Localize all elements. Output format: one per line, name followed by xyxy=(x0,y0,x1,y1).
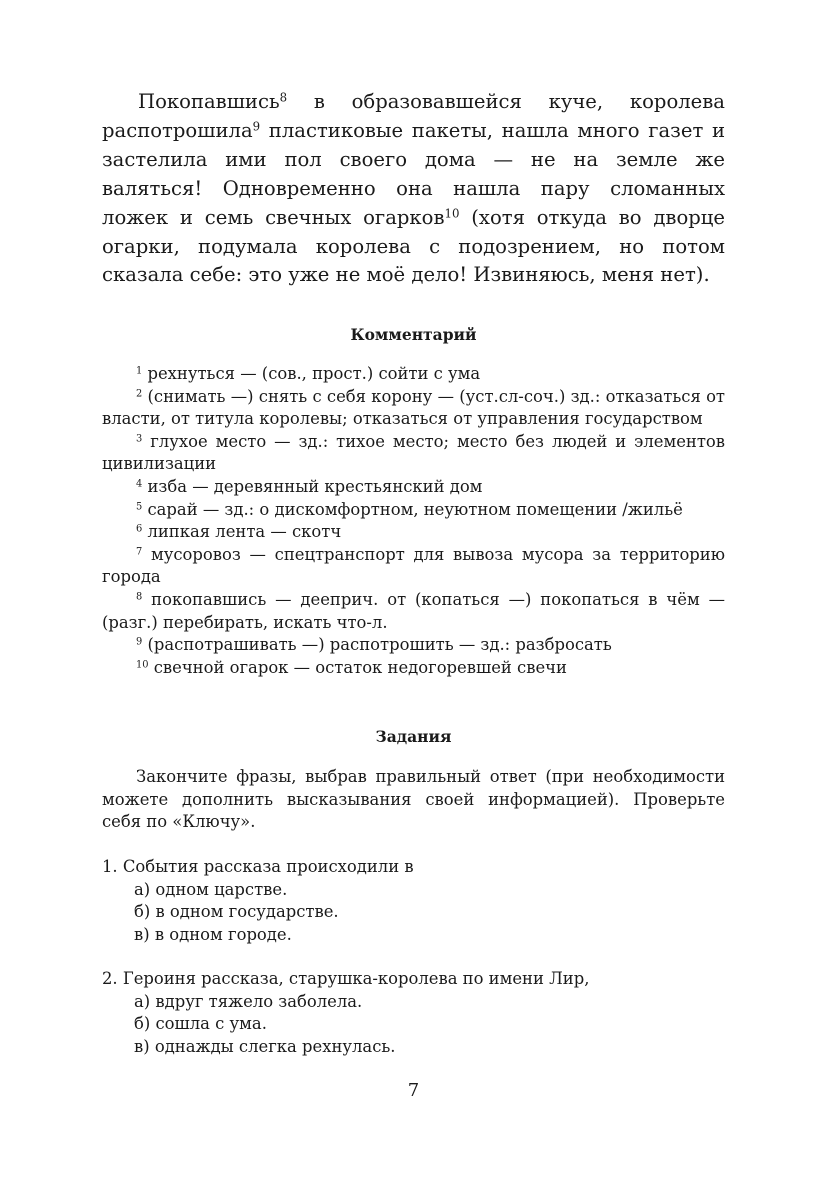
answer-option-c: в) в одном городе. xyxy=(134,924,292,944)
note-text: (снимать —) снять с себя корону — (уст.сл-соч.) зд.: отказаться от власти, от титула королевы; отказаться от управления государством xyxy=(102,386,725,429)
page-number: 7 xyxy=(407,1080,420,1101)
note-number: 4 xyxy=(136,478,143,490)
note-number: 1 xyxy=(136,365,143,377)
tasks-intro xyxy=(102,766,725,834)
answer-option-c: в) однажды слегка рехнулась. xyxy=(134,1036,396,1056)
commentary-heading: Комментарий xyxy=(350,325,477,344)
note-item xyxy=(102,386,725,431)
story-text-3: пластиковые пакеты, нашла много газет и застелила ими пол своего дома — не на земле же валяться! Одновременно она нашла пару сломанных ложек и семь свечных огарков xyxy=(102,118,725,229)
note-number: 10 xyxy=(136,659,149,671)
note-item xyxy=(102,589,725,634)
story-text-4: (хотя откуда во дворце огарки, подумала королева с подозрением, но потом сказала себе: это уже не моё дело! Извиняюсь, меня нет). xyxy=(102,205,725,287)
note-item xyxy=(102,499,725,522)
note-number: 2 xyxy=(136,388,143,400)
note-text: мусоровоз — спецтранспорт для вывоза мусора за территорию города xyxy=(102,544,725,587)
story-text-2: в образовавшейся куче, королева распотрошила xyxy=(102,90,725,142)
note-item xyxy=(102,363,725,386)
note-number: 5 xyxy=(136,501,143,513)
answer-option-b: б) сошла с ума. xyxy=(134,1014,267,1034)
note-text: покопавшись — дееприч. от (копаться —) покопаться в чём — (разг.) перебирать, искать что-л. xyxy=(102,589,725,632)
question-2 xyxy=(102,968,725,1058)
note-text: липкая лента — скотч xyxy=(142,522,342,542)
note-number: 3 xyxy=(136,433,143,445)
note-item xyxy=(102,521,725,544)
note-text: глухое место — зд.: тихое место; место без людей и элементов цивилизации xyxy=(102,431,725,474)
note-number: 6 xyxy=(136,523,143,535)
question-1 xyxy=(102,856,725,946)
tasks-intro-text: Закончите фразы, выбрав правильный ответ (при необходимости можете дополнить высказывания своей информацией). Проверьте себя по «Ключу». xyxy=(102,767,725,832)
tasks-heading: Задания xyxy=(375,727,452,746)
footnote-ref-10: 10 xyxy=(444,206,460,221)
note-text: (распотрашивать —) распотрошить — зд.: разбросать xyxy=(142,635,612,655)
question-stem: 1. События рассказа происходили в xyxy=(102,857,414,876)
footnote-ref-8: 8 xyxy=(279,90,288,105)
commentary-notes xyxy=(102,363,725,679)
note-item xyxy=(102,544,725,589)
note-item xyxy=(102,657,725,680)
note-text: сарай — зд.: о дискомфортном, неуютном помещении /жильё xyxy=(142,499,683,519)
note-item xyxy=(102,634,725,657)
answer-option-b: б) в одном государстве. xyxy=(134,902,339,922)
story-paragraph xyxy=(102,88,725,290)
story-text-1: Покопавшись xyxy=(138,90,280,113)
question-stem: 2. Героиня рассказа, старушка-королева по имени Лир, xyxy=(102,969,590,988)
note-item xyxy=(102,431,725,476)
answer-option-a: а) одном царстве. xyxy=(134,879,288,899)
note-number: 7 xyxy=(136,546,143,558)
note-text: изба — деревянный крестьянский дом xyxy=(142,476,483,496)
note-number: 8 xyxy=(136,591,143,603)
note-item xyxy=(102,476,725,499)
note-text: свечной огарок — остаток недогоревшей свечи xyxy=(148,657,567,677)
note-number: 9 xyxy=(136,636,143,648)
footnote-ref-9: 9 xyxy=(252,119,261,134)
note-text: рехнуться — (сов., прост.) сойти с ума xyxy=(142,364,481,383)
answer-option-a: а) вдруг тяжело заболела. xyxy=(134,991,363,1011)
